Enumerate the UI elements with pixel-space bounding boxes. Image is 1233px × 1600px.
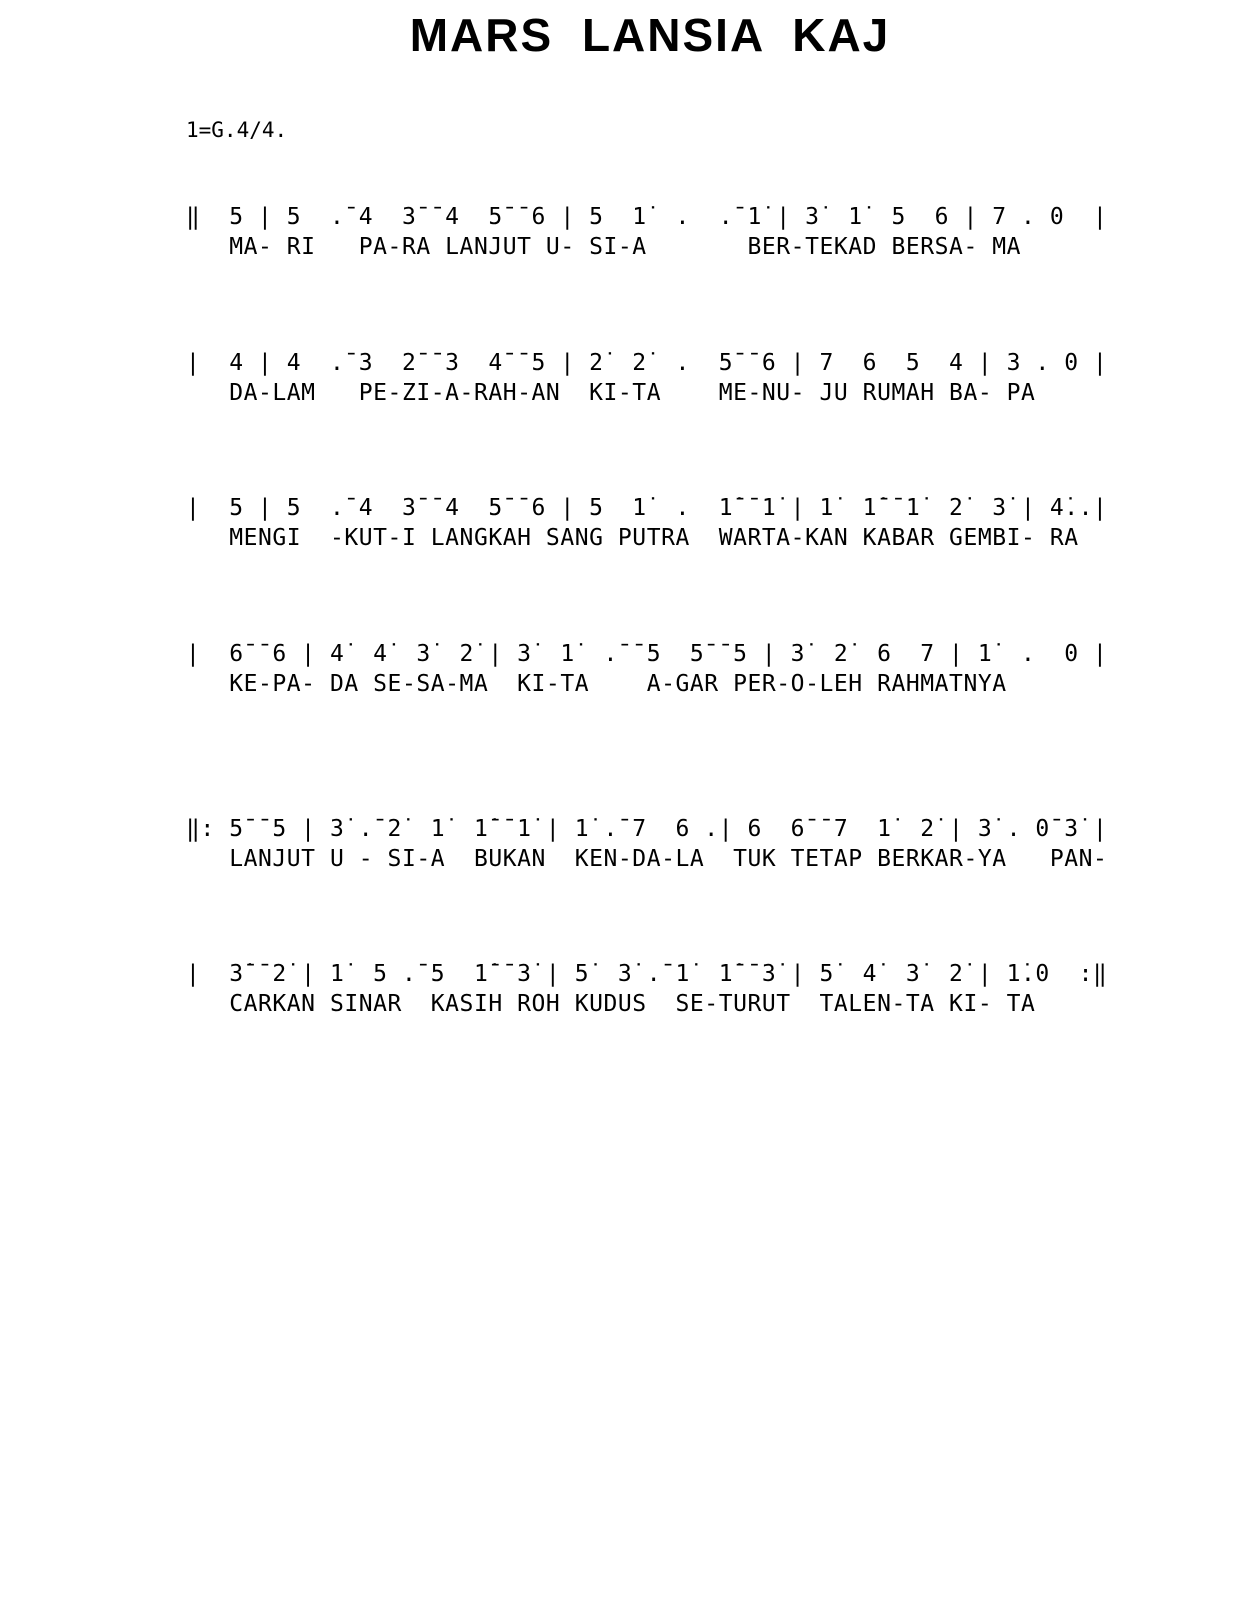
- music-system-5: [0, 814, 1233, 874]
- notation-line: | 4 | 4 .¯3 2¯¯3 4¯¯5 | 2̇ 2̇ . 5¯¯6 | 7 6 5 4 | 3 . 0 |: [186, 350, 1108, 376]
- lyrics-line: MENGI -KUT-I LANGKAH SANG PUTRA WARTA-KAN KABAR GEMBI- RA: [186, 525, 1079, 551]
- music-system-2: [0, 348, 1233, 408]
- music-system-3: [0, 493, 1233, 553]
- music-system-6: [0, 959, 1233, 1019]
- lyrics-line: KE-PA- DA SE-SA-MA KI-TA A-GAR PER-O-LEH RAHMATNYA: [186, 671, 1007, 697]
- lyrics-line: LANJUT U - SI-A BUKAN KEN-DA-LA TUK TETAP BERKAR-YA PAN-: [186, 846, 1108, 872]
- song-title: MARS LANSIA KAJ: [409, 9, 891, 61]
- notation-line: ‖: 5¯¯5 | 3̇ .¯2̇ 1̇ 1̇¯¯1̇ | 1̇ .¯7 6 .| 6 6¯¯7 1̇ 2̇ | 3̇ . 0¯3̇ |: [186, 816, 1108, 842]
- notation-line: | 5 | 5 .¯4 3¯¯4 5¯¯6 | 5 1̇ . 1̇¯¯1̇ | 1̇ 1̇¯¯1̇ 2̇ 3̇ | 4̇..|: [186, 495, 1108, 521]
- notation-line: ‖ 5 | 5 .¯4 3¯¯4 5¯¯6 | 5 1̇ . .¯1̇ | 3̇ 1̇ 5 6 | 7 . 0 |: [186, 204, 1108, 230]
- music-system-4: [0, 639, 1233, 699]
- notation-line: | 6¯¯6 | 4̇ 4̇ 3̇ 2̇ | 3̇ 1̇ .¯¯5 5¯¯5 | 3̇ 2̇ 6 7 | 1̇ . 0 |: [186, 641, 1108, 667]
- lyrics-line: CARKAN SINAR KASIH ROH KUDUS SE-TURUT TALEN-TA KI- TA: [186, 991, 1036, 1017]
- music-system-1: [0, 202, 1233, 262]
- notation-line: | 3̇¯¯2̇ | 1̇ 5 .¯5 1̇¯¯3̇ | 5̇ 3̇ .¯1̇ 1̇¯¯3̇ | 5̇ 4̇ 3̇ 2̇ | 1̇.0 :‖: [186, 961, 1108, 987]
- lyrics-line: MA- RI PA-RA LANJUT U- SI-A BER-TEKAD BERSA- MA: [186, 234, 1022, 260]
- key-signature: 1=G.4/4.: [186, 118, 288, 142]
- lyrics-line: DA-LAM PE-ZI-A-RAH-AN KI-TA ME-NU- JU RUMAH BA- PA: [186, 380, 1036, 406]
